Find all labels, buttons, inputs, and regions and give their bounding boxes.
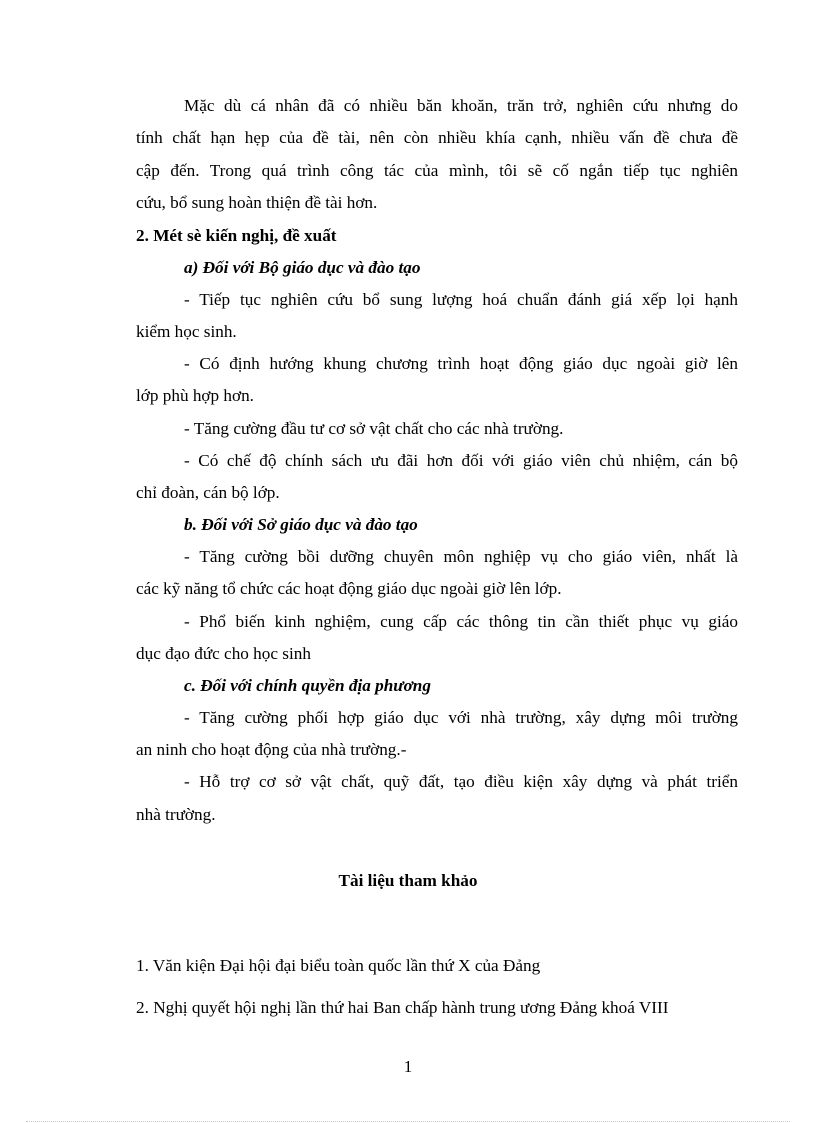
subsection-c-line: - Tăng cường phối hợp giáo dục với nhà trường, xây dựng môi trường [184,708,738,727]
reference-item: 2. Nghị quyết hội nghị lần thứ hai Ban chấp hành trung ương Đảng khoá VIII [136,998,669,1017]
section-heading: 2. Mét sè kiến nghị, đề xuất [136,226,337,245]
page-bottom-rule [26,1121,790,1122]
subsection-a-line: lớp phù hợp hơn. [136,386,254,405]
reference-item: 1. Văn kiện Đại hội đại biểu toàn quốc lần thứ X của Đảng [136,956,541,975]
conclusion-line-1: Mặc dù cá nhân đã có nhiều băn khoăn, trăn trở, nghiên cứu nhưng do [184,96,738,115]
subsection-b-line: - Phổ biến kinh nghiệm, cung cấp các thông tin cần thiết phục vụ giáo [184,612,738,631]
subsection-b-line: dục đạo đức cho học sinh [136,644,311,663]
subsection-b-line: - Tăng cường bồi dưỡng chuyên môn nghiệp vụ cho giáo viên, nhất là [184,547,738,566]
subsection-a-line: - Có chế độ chính sách ưu đãi hơn đối với giáo viên chủ nhiệm, cán bộ [184,451,738,470]
subsection-b-title: b. Đối với Sở giáo dục và đào tạo [184,515,418,534]
subsection-a-line: kiểm học sinh. [136,322,237,341]
subsection-c-title: c. Đối với chính quyền địa phương [184,676,431,695]
subsection-a-line: - Tăng cường đầu tư cơ sở vật chất cho các nhà trường. [184,419,564,438]
subsection-c-line: - Hỗ trợ cơ sở vật chất, quỹ đất, tạo điều kiện xây dựng và phát triển [184,772,738,791]
conclusion-line-2: tính chất hạn hẹp của đề tài, nên còn nhiều khía cạnh, nhiều vấn đề chưa đề [136,128,738,147]
subsection-b-line: các kỹ năng tổ chức các hoạt động giáo dục ngoài giờ lên lớp. [136,579,562,598]
subsection-a-line: - Tiếp tục nghiên cứu bổ sung lượng hoá chuẩn đánh giá xếp lọi hạnh [184,290,738,309]
subsection-a-line: - Có định hướng khung chương trình hoạt động giáo dục ngoài giờ lên [184,354,738,373]
subsection-a-line: chỉ đoàn, cán bộ lớp. [136,483,280,502]
conclusion-line-4: cứu, bổ sung hoàn thiện đề tài hơn. [136,193,378,212]
subsection-c-line: an ninh cho hoạt động của nhà trường.- [136,740,407,759]
references-title: Tài liệu tham khảo [338,871,478,890]
page-number: 1 [403,1057,413,1076]
subsection-c-line: nhà trường. [136,805,216,824]
subsection-a-title: a) Đối với Bộ giáo dục và đào tạo [184,258,421,277]
conclusion-line-3: cập đến. Trong quá trình công tác của mình, tôi sẽ cố ngắn tiếp tục nghiên [136,161,738,180]
